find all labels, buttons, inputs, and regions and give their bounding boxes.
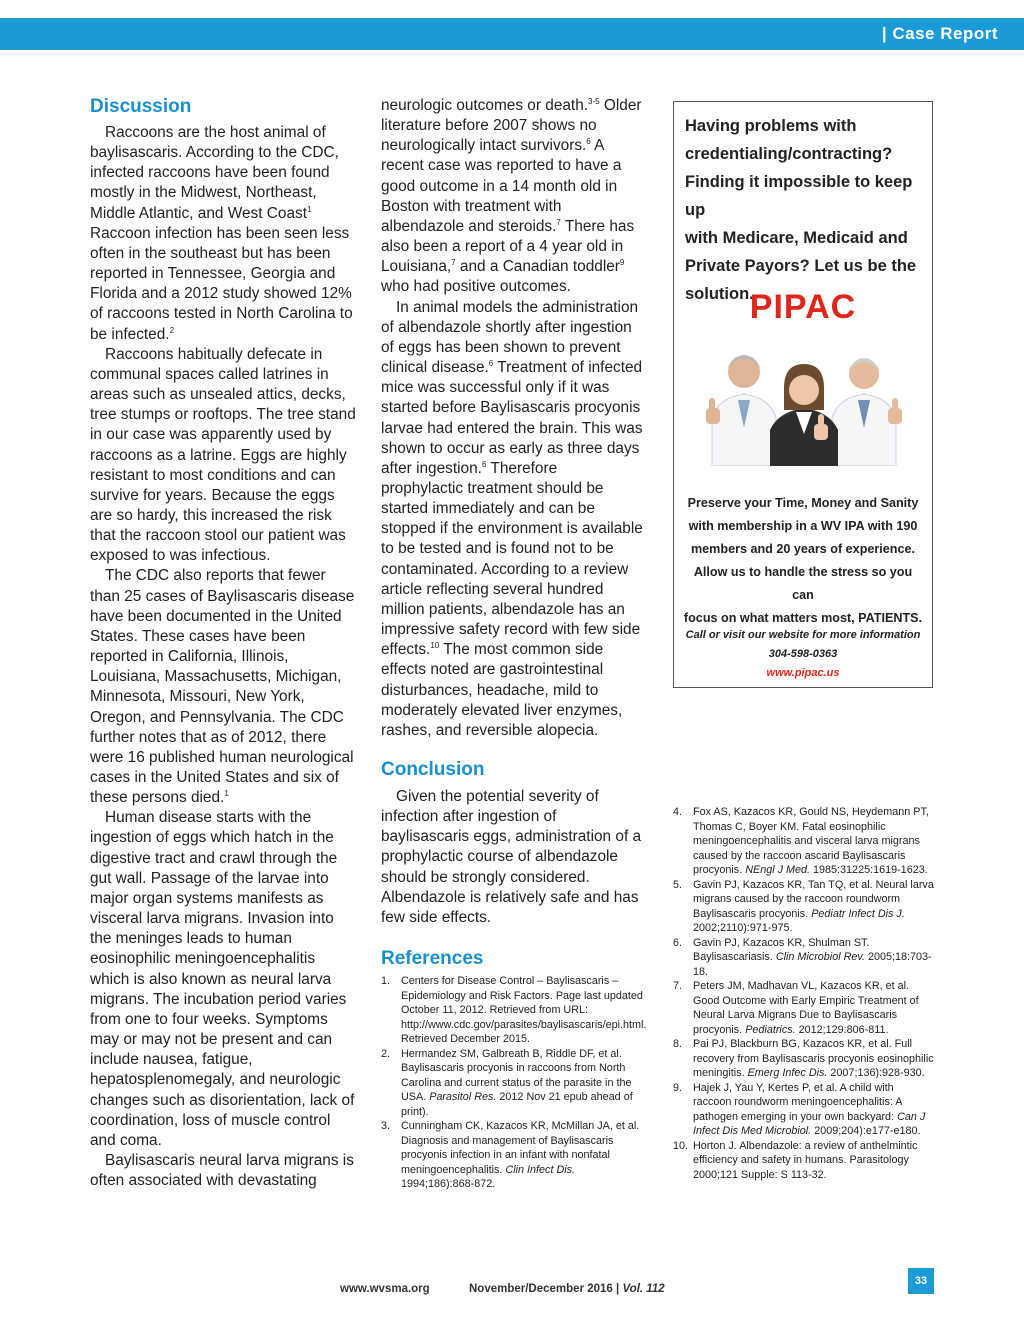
middle-column — [381, 96, 647, 1192]
reference-item: 10. Horton J. Albendazole: a review of anthelmintic efficiency and safety in humans. Parasitology 2000;121 Supple: S 113-32. — [673, 1139, 918, 1181]
ad-brand-logo: PIPAC — [749, 288, 857, 326]
footer-website[interactable]: www.wvsma.org — [340, 1283, 430, 1295]
ad-website-link[interactable]: www.pipac.us — [766, 667, 840, 679]
paragraph: neurologic outcomes or death.$^{3-5}$ Older literature before 2007 shows no neurologically intact survivors.$^6$ A recent case was reported to have a good outcome in a 14 month old in Boston with treatment with albendazole and steroids.$^7$ There has also been a report of a 4 year old in Louisiana,$^7$ and a Canadian toddler$^9$ who had positive outcomes. — [381, 96, 642, 296]
references-list-continued — [673, 805, 935, 1182]
paragraph: Baylisascaris neural larva migrans is often associated with devastating — [90, 1151, 354, 1190]
reference-item: 3. Cunningham CK, Kazacos KR, McMillan JA, et al. Diagnosis and management of Baylisascaris procyonis infection in an infant with nonfatal meningoencephalitis. Clin Infect Dis. 1994;186):868-872. — [381, 1120, 640, 1191]
paragraph: Human disease starts with the ingestion of eggs which hatch in the digestive tract and crawl through the gut wall. Passage of the larvae into major organ systems manifests as visceral larva migrans. Invasion into the meninges leads to human eosinophilic meningoencephalitis which is also known as neural larva migrans. The incubation period varies from one to four weeks. Symptoms may or may not be present and can include nausea, fatigue, hepatosplenomegaly, and neurologic changes such as disorientation, lack of coordination, loss of muscle control and coma. — [90, 809, 355, 1149]
pipac-advertisement — [673, 101, 933, 688]
ad-cta-text: Call or visit our website for more information — [685, 629, 921, 641]
discussion-body — [90, 123, 356, 1191]
ad-pitch: Preserve your Time, Money and Sanity with membership in a WV IPA with 190 members and 20 years of experience. Allow us to handle the stress so you can focus on what matters most, PATIENTS. — [683, 496, 923, 625]
reference-item: 2. Hermandez SM, Galbreath B, Riddle DF, et al. Baylisascaris procyonis in raccoons from North Carolina and current status of the parasite in the USA. Parasitol Res. 2012 Nov 21 epub ahead of print). — [381, 1047, 633, 1118]
paragraph: In animal models the administration of albendazole shortly after ingestion of eggs has been shown to prevent clinical disease.$^6$ Treatment of infected mice was successful only if it was started before Baylisascaris procyonis larvae had entered the brain. This was shown to occur as early as three days after ingestion.$^6$ Therefore prophylactic treatment should be started immediately and can be stopped if the environment is available to be tested and is found not to be contaminated. According to a review article reflecting several hundred million patients, albendazole has an impressive safety record with few side effects.$^{10}$ The most common side effects noted are gastrointestinal disturbances, headache, mild to moderately elevated liver enzymes, rashes, and reversible alopecia. — [381, 298, 643, 739]
conclusion-body — [381, 787, 643, 928]
reference-item: 4. Fox AS, Kazacos KR, Gould NS, Heydemann PT, Thomas C, Boyer KM. Fatal eosinophilic meningoencephalitis and visceral larva migrans caused by the raccoon ascarid Baylisascaris procyonis. NEngl J Med. 1985:31225:1619-1623. — [673, 806, 929, 876]
paragraph: Raccoons are the host animal of baylisascaris. According to the CDC, infected raccoons have been found mostly in the Midwest, Northeast, Middle Atlantic, and West Coast$^1$ Raccoon infection has been seen less often in the southeast but has been reported in Tennessee, Georgia and Florida and a 2012 study showed 12% of raccoons tested in North Carolina to be infected.$^2$ — [90, 124, 353, 343]
reference-item: 5. Gavin PJ, Kazacos KR, Tan TQ, et al. Neural larva migrans caused by the raccoon roundworm Baylisascaris procyonis. Pediatr Infect Dis J. 2002;2110):971-975. — [673, 878, 934, 934]
reference-item: 6. Gavin PJ, Kazacos KR, Shulman ST. Baylisascariasis. Clin Microbiol Rev. 2005;18:703-18. — [673, 936, 932, 978]
conclusion-heading: Conclusion — [381, 759, 485, 780]
ad-contact — [682, 626, 924, 683]
paragraph: Raccoons habitually defecate in communal spaces called latrines in areas such as unsealed attics, decks, tree stumps or rooftops. The tree stand in our case was apparently used by raccoons as a latrine. Eggs are highly resistant to most conditions and can survive for years. Because the eggs are so hardy, this increased the risk that the raccoon stool our patient was exposed to was infectious. — [90, 345, 356, 565]
discussion-heading: Discussion — [90, 96, 192, 117]
reference-item: 8. Pai PJ, Blackburn BG, Kazacos KR, et al. Full recovery from Baylisascaris procyonis eosinophilic meningitis. Emerg Infec Dis. 2007;136):928-930. — [673, 1038, 934, 1079]
reference-item: 9. Hajek J, Yau Y, Kertes P, et al. A child with raccoon roundworm meningoencephalitis: A pathogen emerging in your own backyard: Can J Infect Dis Med Microbiol. 2009;204):e177-e180. — [673, 1081, 926, 1137]
middle-body — [381, 96, 643, 741]
ad-headline: Having problems with credentialing/contracting? Finding it impossible to keep up with Medicare, Medicaid and Private Payors? Let us be the solution. — [685, 117, 917, 303]
reference-item: 7. Peters JM, Madhavan VL, Kazacos KR, et al. Good Outcome with Early Empiric Treatment of Neural Larva Migrans Due to Baylisascaris procyonis. Pediatrics. 2012;129:806-811. — [673, 980, 919, 1036]
right-references-column — [673, 805, 935, 1182]
header-bar — [0, 18, 1024, 50]
ad-phone: 304-598-0363 — [768, 648, 838, 660]
footer-issue: November/December 2016 | Vol. 112 — [469, 1283, 665, 1295]
page-number: 33 — [908, 1268, 934, 1294]
paragraph: Given the potential severity of infection after ingestion of baylisascaris eggs, administration of a prophylactic course of albendazole should be strongly considered. Albendazole is relatively safe and has few side effects. — [381, 788, 642, 926]
section-label: | Case Report — [881, 24, 998, 43]
discussion-column — [90, 96, 356, 1191]
references-heading: References — [381, 948, 484, 970]
paragraph: The CDC also reports that fewer than 25 cases of Baylisascaris disease have been documented in the United States. These cases have been reported in California, Illinois, Louisiana, Massachusetts, Michigan, Minnesota, Missouri, New York, Oregon, and Pennsylvania. The CDC further notes that as of 2012, there were 16 published human neurological cases in the United States and six of these persons died.$^1$ — [90, 567, 355, 807]
references-list — [381, 974, 647, 1192]
reference-item: 1. Centers for Disease Control – Baylisascaris – Epidemiology and Risk Factors. Page last updated October 11, 2012. Retrieved from URL: http://www.cdc.gov/parasites/baylisascaris/epi.html. Retrieved December 2015. — [381, 975, 647, 1046]
doctors-thumbs-up-photo-icon — [704, 338, 904, 466]
